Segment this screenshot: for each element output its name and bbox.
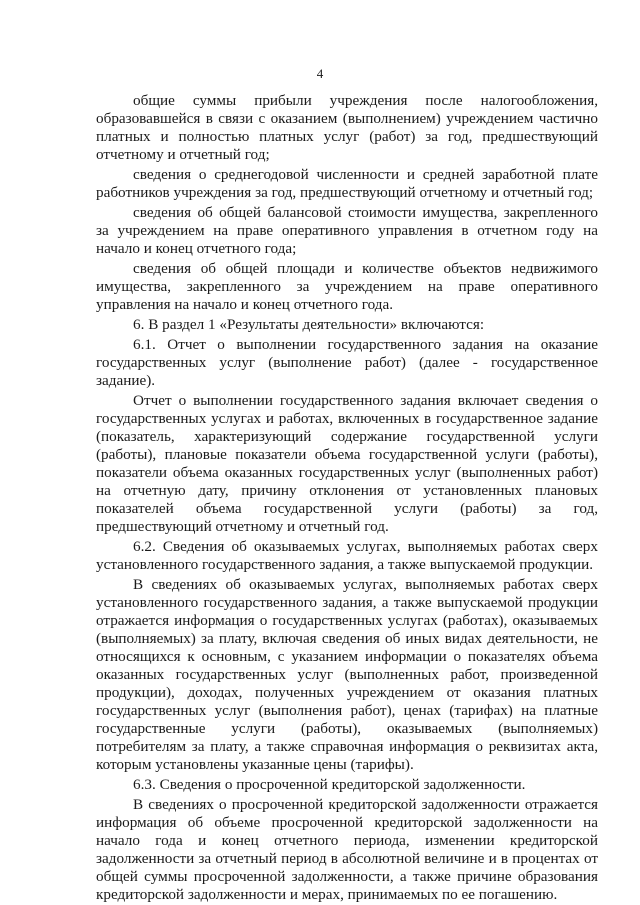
paragraph: сведения о среднегодовой численности и средней заработной плате работников учреждения за год, предшествующий отчетному и отчетный год; xyxy=(96,166,598,201)
subsection-heading: 6.1. Отчет о выполнении государственного задания на оказание государственных услуг (выполнение работ) (далее - государственное задание). xyxy=(96,336,598,389)
page-number: 4 xyxy=(316,66,324,81)
paragraph: В сведениях об оказываемых услугах, выполняемых работах сверх установленного государственного задания, а также выпускаемой продукции отражается информация о государственных услугах (работах), оказываемых (выполняемых) за плату, включая сведения об иных видах деятельности, не относящихся к основным, с указанием информации о показателях объема оказанных государственных услуг (выполненных работ, произведенной продукции), доходах, полученных учреждением от оказания платных государственных услуг (выполнения работ), ценах (тарифах) на платные государственные услуги (работы), оказываемых (выполняемых) потребителям за плату, а также справочная информация о реквизитах акта, которым установлены указанные цены (тарифы). xyxy=(96,576,598,773)
subsection-heading: 6.3. Сведения о просроченной кредиторской задолженности. xyxy=(133,776,526,793)
document-body xyxy=(96,92,598,904)
paragraph: сведения об общей площади и количестве объектов недвижимого имущества, закрепленного за учреждением на праве оперативного управления на начало и конец отчетного года. xyxy=(96,260,598,313)
section-heading: 6. В раздел 1 «Результаты деятельности» включаются: xyxy=(133,316,485,333)
paragraph: сведения об общей балансовой стоимости имущества, закрепленного за учреждением на праве оперативного управления в отчетном году на начало и конец отчетного года; xyxy=(96,204,598,257)
subsection-heading: 6.2. Сведения об оказываемых услугах, выполняемых работах сверх установленного государственного задания, а также выпускаемой продукции. xyxy=(96,538,598,573)
paragraph: общие суммы прибыли учреждения после налогообложения, образовавшейся в связи с оказанием (выполнением) учреждением частично платных и полностью платных услуг (работ) за год, предшествующий отчетному и отчетный год; xyxy=(96,92,598,163)
paragraph: В сведениях о просроченной кредиторской задолженности отражается информация об объеме просроченной кредиторской задолженности на начало года и конец отчетного периода, изменении кредиторской задолженности за отчетный период в абсолютной величине и в процентах от общей суммы просроченной задолженности, а также причине образования кредиторской задолженности и мерах, принимаемых по ее погашению. xyxy=(96,796,598,903)
paragraph: Отчет о выполнении государственного задания включает сведения о государственных услугах и работах, включенных в государственное задание (показатель, характеризующий содержание государственной услуги (работы), плановые показатели объема государственной услуги (работы), показатели объема оказанных государственных услуг (выполненных работ) на отчетную дату, причину отклонения от установленных плановых показателей объема государственной услуги (работы) за год, предшествующий отчетному и отчетный год. xyxy=(96,392,598,535)
